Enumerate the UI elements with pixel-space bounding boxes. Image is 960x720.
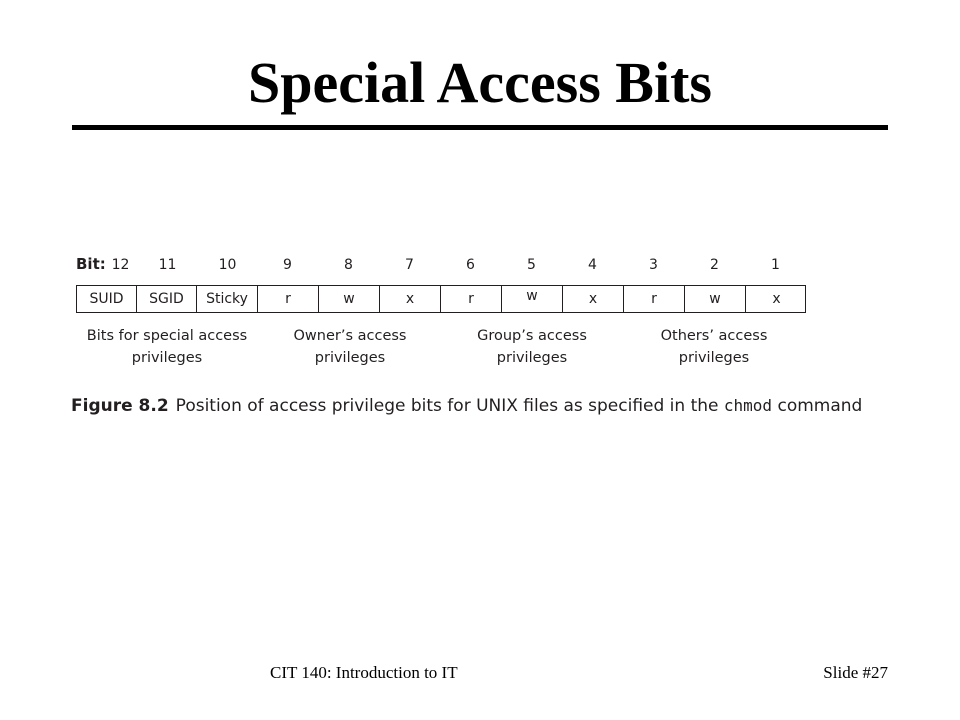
figure-number: Figure 8.2 [71,396,169,416]
figure-caption [71,394,862,418]
slide-title: Special Access Bits [248,50,712,115]
caption-command: chmod [723,396,773,415]
bit-number: 2 [710,257,719,273]
caption-end: command [772,396,863,416]
footer-course: CIT 140: Introduction to IT [270,663,458,682]
bit-cell-owner-write: w [319,286,380,312]
bit-cell-group-execute: x [563,286,624,312]
bit-number: 10 [218,257,237,273]
bit-cell-sgid: SGID [137,286,197,312]
bit-number: 9 [283,257,292,273]
group-label-line: privileges [314,350,386,366]
bit-cell-others-write: w [685,286,746,312]
bit-cell-owner-execute: x [380,286,441,312]
group-label-line: Group’s access [477,328,587,344]
group-label-special [72,325,262,369]
bit-number: 5 [527,257,536,273]
group-label-others [619,325,809,369]
footer-slide-number: Slide #27 [823,663,888,682]
group-label-owner [255,325,445,369]
group-label-line: Others’ access [660,328,768,344]
bit-cell-group-read: r [441,286,502,312]
bit-cell-owner-read: r [258,286,319,312]
bit-cell-sticky: Sticky [197,286,258,312]
bit-number: 7 [405,257,414,273]
bit-number: 12 [111,257,130,273]
bit-cell-others-execute: x [772,291,781,307]
group-label-line: Owner’s access [293,328,407,344]
bit-number: 1 [771,257,780,273]
bit-cell-others-read: r [624,286,685,312]
bit-cell-suid: SUID [77,286,137,312]
group-label-line: privileges [131,350,203,366]
bit-number: 8 [344,257,353,273]
caption-text: Position of access privilege bits for UNIX files as specified in the [175,396,724,416]
bit-number: 4 [588,257,597,273]
group-label-group [437,325,627,369]
group-label-line: Bits for special access [86,328,248,344]
bit-cell-group-write: w [502,286,563,312]
bit-number: 3 [649,257,658,273]
bit-number: 6 [466,257,475,273]
bit-label: Bit: [76,255,106,273]
group-label-line: privileges [496,350,568,366]
permission-bit-row [76,285,806,313]
group-label-line: privileges [678,350,750,366]
bit-number: 11 [158,257,177,273]
